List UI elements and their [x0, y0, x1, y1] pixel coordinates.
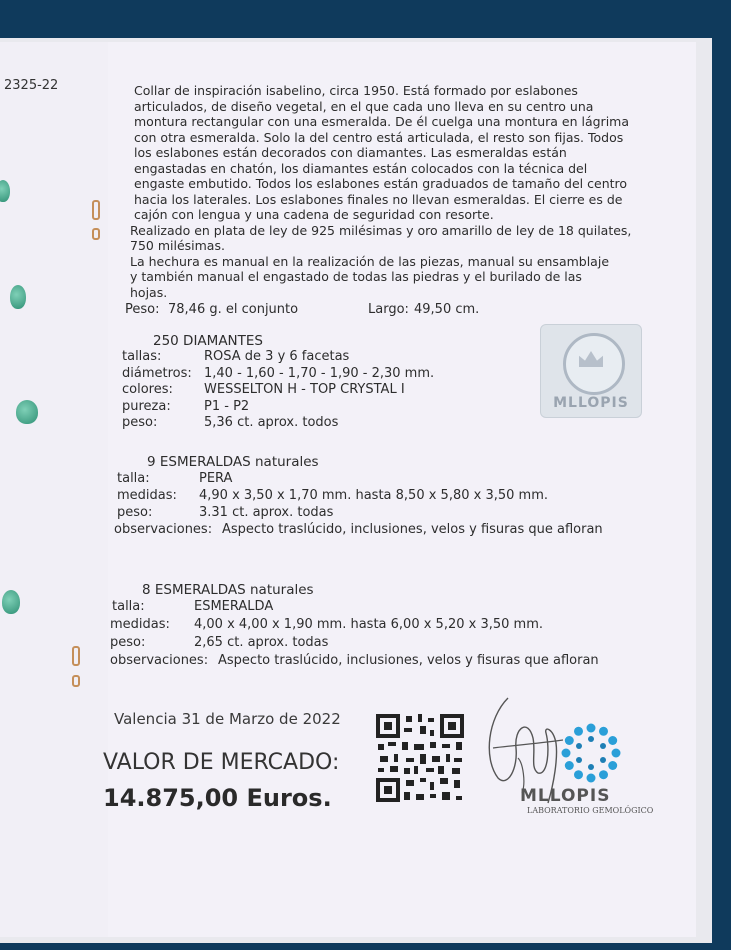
- emeralds2-value: 2,65 ct. aprox. todas: [194, 635, 329, 650]
- market-value-amount: 14.875,00 Euros.: [103, 784, 332, 812]
- emeralds2-value: ESMERALDA: [194, 599, 274, 614]
- emeralds1-label: peso:: [117, 505, 153, 520]
- issue-date: Valencia 31 de Marzo de 2022: [114, 710, 341, 728]
- emeralds1-value: PERA: [199, 471, 233, 486]
- market-value-label: VALOR DE MERCADO:: [103, 750, 340, 775]
- description-line: hojas.: [130, 284, 168, 300]
- emeralds2-label: medidas:: [110, 617, 170, 632]
- emeralds1-obs-value: Aspecto traslúcido, inclusiones, velos y fisuras que afloran: [222, 522, 603, 537]
- emeralds2-label: talla:: [112, 599, 145, 614]
- description-line: La hechura es manual en la realización de las piezas, manual su ensamblaje: [130, 253, 610, 269]
- description-line: los eslabones están decorados con diamantes. Las esmeraldas están: [134, 145, 567, 160]
- largo-value: 49,50 cm.: [414, 302, 480, 317]
- diamonds-value: WESSELTON H - TOP CRYSTAL I: [204, 382, 405, 397]
- emerald-photo: [2, 590, 20, 614]
- emeralds1-label: talla:: [117, 471, 150, 486]
- emeralds1-header: 9 ESMERALDAS naturales: [147, 454, 319, 470]
- emeralds2-obs-value: Aspecto traslúcido, inclusiones, velos y fisuras que afloran: [218, 653, 599, 668]
- description-line: montura rectangular con una esmeralda. De él cuelga una montura en lágrima: [134, 114, 630, 129]
- diamonds-label: tallas:: [122, 349, 162, 364]
- description-line: articulados, de diseño vegetal, en el que cada uno lleva en su centro una: [134, 98, 594, 114]
- description-line: Collar de inspiración isabelino, circa 1950. Está formado por eslabones: [134, 83, 578, 98]
- lab-logo-name: MLLOPIS: [520, 786, 611, 806]
- description-line: con otra esmeralda. Solo la del centro está articulada, el resto son fijas. Todos: [134, 129, 624, 145]
- left-page: [0, 42, 109, 937]
- flower-logo-icon: [560, 722, 622, 784]
- diamonds-value: 1,40 - 1,60 - 1,70 - 1,90 - 2,30 mm.: [204, 366, 435, 381]
- binding-staple: [72, 675, 80, 687]
- diamonds-value: P1 - P2: [204, 399, 250, 414]
- description-line: engaste embutido. Todos los eslabones están graduados de tamaño del centro: [134, 176, 628, 191]
- binding-staple: [92, 228, 100, 240]
- diamonds-label: colores:: [122, 382, 173, 397]
- emeralds2-label: peso:: [110, 635, 146, 650]
- diamonds-label: pureza:: [122, 399, 171, 414]
- peso-value: 78,46 g. el conjunto: [168, 302, 299, 317]
- peso-label: Peso:: [125, 302, 160, 317]
- emeralds2-value: 4,00 x 4,00 x 1,90 mm. hasta 6,00 x 5,20 x 3,50 mm.: [194, 617, 543, 632]
- diamonds-value: 5,36 ct. aprox. todos: [204, 415, 339, 430]
- binding-staple: [92, 200, 100, 220]
- lab-logo-subtitle: LABORATORIO GEMOLÓGICO: [527, 806, 654, 815]
- diamonds-header: 250 DIAMANTES: [153, 333, 263, 349]
- emerald-photo: [10, 285, 26, 309]
- description-line: engastadas en chatón, los diamantes están colocados con la técnica del: [134, 160, 588, 176]
- description-line: cajón con lengua y una cadena de seguridad con resorte.: [134, 207, 494, 222]
- reference-number: 2325-22: [4, 78, 59, 93]
- diamonds-label: diámetros:: [122, 366, 192, 381]
- diamonds-label: peso:: [122, 415, 158, 430]
- emeralds1-obs-label: observaciones:: [114, 522, 213, 537]
- largo-label: Largo:: [368, 302, 409, 317]
- emeralds2-header: 8 ESMERALDAS naturales: [142, 582, 314, 598]
- description: [130, 83, 630, 300]
- emeralds1-label: medidas:: [117, 488, 177, 503]
- emeralds1-value: 3.31 ct. aprox. todas: [199, 505, 334, 520]
- emeralds2-obs-label: observaciones:: [110, 653, 209, 668]
- binding-staple: [72, 646, 80, 666]
- description-line: Realizado en plata de ley de 925 milésimas y oro amarillo de ley de 18 quilates,: [130, 222, 632, 238]
- description-line: hacia los laterales. Los eslabones finales no llevan esmeraldas. El cierre es de: [134, 191, 623, 207]
- qr-code: [374, 712, 466, 804]
- description-line: y también manual el engastado de todas las piedras y el burilado de las: [130, 269, 582, 284]
- seal-text: MLLOPIS: [553, 395, 629, 411]
- emerald-photo: [16, 400, 38, 424]
- hologram-seal: [540, 324, 642, 418]
- emeralds1-value: 4,90 x 3,50 x 1,70 mm. hasta 8,50 x 5,80 x 3,50 mm.: [199, 488, 548, 503]
- description-line: 750 milésimas.: [130, 238, 225, 253]
- diamonds-value: ROSA de 3 y 6 facetas: [204, 349, 350, 364]
